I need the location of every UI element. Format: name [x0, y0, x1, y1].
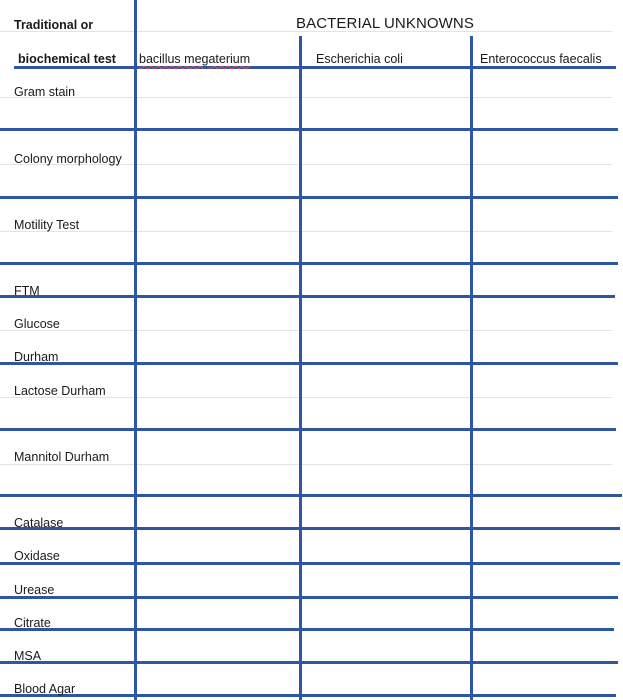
faint-rule [0, 464, 612, 465]
row-label: Mannitol Durham [14, 450, 110, 464]
grid-line [0, 494, 622, 497]
row-label: Blood Agar [14, 682, 76, 696]
grid-line [0, 362, 618, 365]
column-header [139, 52, 250, 66]
grid-line [0, 295, 615, 298]
grid-line [0, 562, 620, 565]
faint-rule [0, 231, 612, 232]
grid-line [0, 596, 618, 599]
grid-line [0, 527, 620, 530]
faint-rule [0, 330, 612, 331]
row-label: Motility Test [14, 218, 80, 232]
grid-line [0, 262, 618, 265]
row-label: Colony morphology [14, 152, 122, 166]
row-label: Glucose [14, 317, 60, 331]
header-line-2: biochemical test [18, 52, 116, 66]
grid-line [0, 661, 618, 664]
grid-line [134, 0, 137, 700]
grid-line [0, 694, 616, 697]
column-header-label: bacillus megaterium [139, 52, 251, 66]
row-label: Citrate [14, 616, 51, 630]
row-label: Catalase [14, 516, 64, 530]
grid-line [14, 66, 616, 69]
row-label: Oxidase [14, 549, 60, 563]
row-label: MSA [14, 649, 42, 663]
row-label: Durham [14, 350, 59, 364]
column-header: Escherichia coli [316, 52, 403, 66]
grid-line [0, 196, 618, 199]
faint-rule [0, 97, 612, 98]
grid-line [470, 36, 473, 700]
column-header: Enterococcus faecalis [480, 52, 602, 66]
grid-line [299, 36, 302, 700]
row-label: Gram stain [14, 85, 76, 99]
grid-line [0, 128, 618, 131]
row-label: Lactose Durham [14, 384, 106, 398]
row-label: FTM [14, 284, 40, 298]
table-title: BACTERIAL UNKNOWNS [296, 15, 474, 32]
row-label: Urease [14, 583, 55, 597]
header-line-1: Traditional or [14, 18, 94, 32]
grid-line [0, 628, 614, 631]
grid-line [0, 428, 616, 431]
